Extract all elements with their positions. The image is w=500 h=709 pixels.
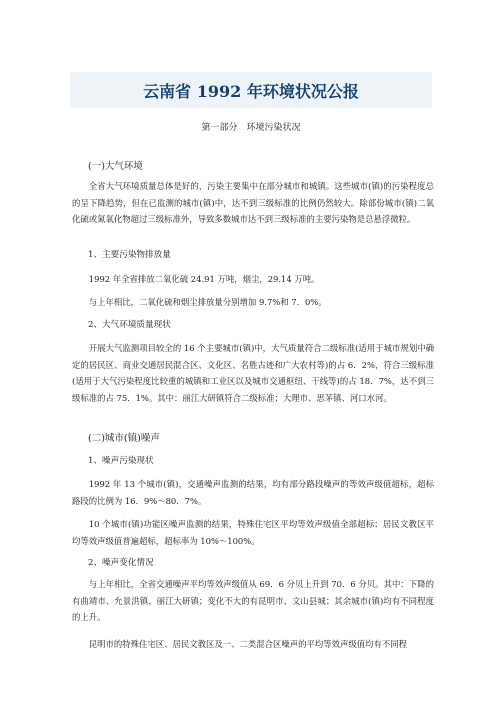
part-heading: 第一部分 环境污染状况 bbox=[201, 123, 301, 133]
paragraph-air-intro: 全省大气环境质量总体是好的，污染主要集中在部分城市和城镇。这些城市(镇)的污染程度总的呈下降趋势，但在已监测的城市(镇)中，达不到三级标准的比例仍然较大。除部份城市(镇)二氧化硫或氮氧化物超过三级标准外，导致多数城市达不到三级标准的主要污染物是总悬浮微粒。 bbox=[72, 181, 434, 224]
section-heading-noise: (二)城市(镇)噪声 bbox=[88, 433, 160, 444]
paragraph-emissions-2: 与上年相比，二氧化硫和烟尘排放量分别增加 9.7%和 7．0%。 bbox=[88, 297, 327, 307]
paragraph-emissions-1: 1992 年全省排放二氧化硫 24.91 万吨，烟尘，29.14 万吨。 bbox=[88, 274, 320, 284]
paragraph-kunming-noise: 昆明市的特殊住宅区、居民文教区及一、二类混合区噪声的平均等效声级值均有不同程 bbox=[88, 639, 408, 649]
paragraph-traffic-noise: 1992 年 13 个城市(镇)，交通噪声监测的结果，均有部分路段噪声的等效声级值超标，超标路段的比例为 16．9%～80．7%。 bbox=[72, 479, 434, 506]
document-title: 云南省 1992 年环境状况公报 bbox=[143, 82, 359, 101]
paragraph-air-quality: 开展大气监测项目较全的 16 个主要城市(镇)中，大气质量符合二级标准(适用于城市规划中确定的居民区、商业交通居民混合区、文化区、名胜古迹和广大农村等)的占 6．2%，符合三级标准(适用于大气污染程度比较重的城镇和工业区以及城市交通枢纽、干线等)的占 18．7%，达不到三级标准的占 75．1%。其中：丽江大研镇符合二级标准；大理市、思茅镇、河口水河。 bbox=[72, 343, 434, 403]
subheading-emissions: 1、主要污染物排放量 bbox=[88, 250, 171, 260]
paragraph-zone-noise: 10 个城市(镇)功能区噪声监测的结果，特殊住宅区平均等效声级值全部超标；居民文教区平均等效声级值普遍超标，超标率为 10%～100%。 bbox=[72, 519, 434, 546]
subheading-noise-change: 2、噪声变化情况 bbox=[88, 558, 154, 568]
paragraph-noise-change: 与上年相比，全省交通噪声平均等效声级值从 69．6 分贝上升到 70．6 分贝。其中：下降的有曲靖市、允景洪镇、丽江大研镇；变化不大的有昆明市、文山县城；其余城市(镇)均有不同程度的上升。 bbox=[72, 579, 434, 622]
section-heading-air: (一)大气环境 bbox=[88, 161, 143, 172]
subheading-noise-status: 1、噪声污染现状 bbox=[88, 456, 154, 466]
subheading-air-quality: 2、大气环境质量现状 bbox=[88, 320, 171, 330]
